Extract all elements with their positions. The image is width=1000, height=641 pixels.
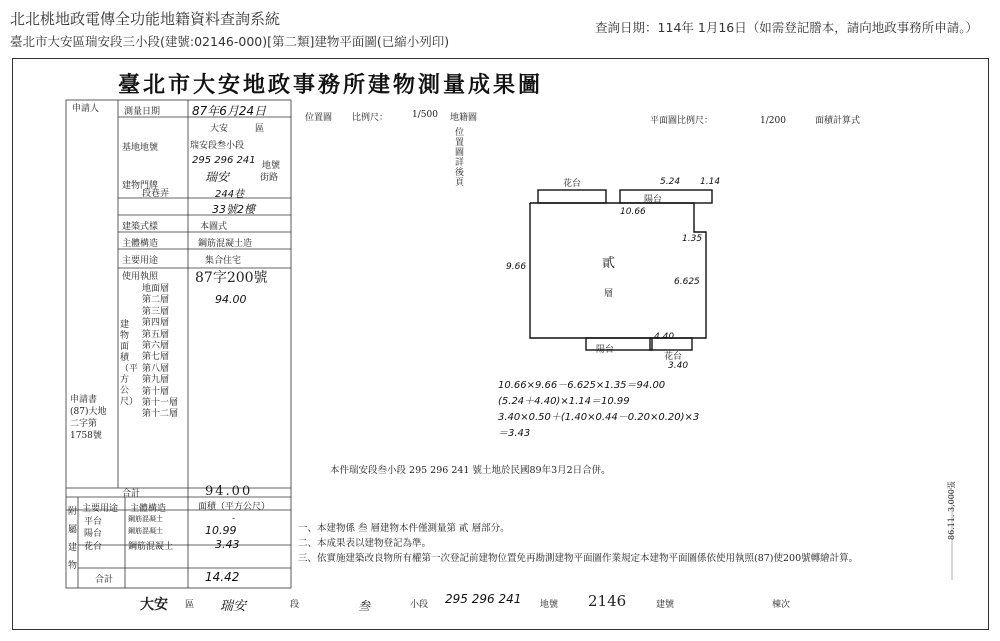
total-area: 94.00 — [205, 484, 253, 499]
plan-flower-bottom: 花台 — [664, 352, 683, 362]
footer-building-unit: 建號 — [656, 600, 675, 610]
floors-label: 建物面積（平方公尺） — [120, 320, 139, 407]
annex-area-1: - — [232, 514, 236, 524]
annex-struct-3: 鋼筋混凝土 — [128, 542, 174, 552]
section: 瑞安段叁小段 — [190, 141, 245, 151]
print-stamp: 86.11. 3,000張 — [947, 481, 956, 540]
footer-section-unit: 段 — [290, 600, 300, 610]
dim-bottom-balcony: 4.40 — [654, 332, 675, 342]
floor-11: 第十一層 — [142, 398, 179, 409]
calc-line-1: 10.66×9.66－6.625×1.35＝94.00 — [498, 380, 666, 391]
annex-header-use: 主要用途 — [82, 504, 119, 514]
footer-subsection-unit: 小段 — [410, 600, 429, 610]
floor-12: 第十二層 — [142, 409, 179, 420]
floor-1: 地面層 — [142, 284, 170, 294]
notes — [298, 521, 908, 566]
annex-total: 14.42 — [205, 570, 240, 584]
floor-2: 第二層 — [142, 295, 170, 306]
area-calc-label: 面積計算式 — [815, 116, 861, 126]
footer-building-no: 2146 — [588, 592, 627, 610]
footer-subsection: 叁 — [358, 599, 371, 613]
note-2: 二、本成果表以建物登記為準。 — [298, 538, 432, 549]
lot-suffix: 地號 — [262, 161, 281, 171]
calc-line-3: 3.40×0.50＋(1.40×0.44－0.20×0.20)×3 — [498, 412, 700, 423]
survey-date: 87年6月24日 — [192, 104, 267, 118]
main-use-label: 主要用途 — [122, 256, 159, 266]
plan-flower-top: 花台 — [563, 179, 582, 189]
main-structure: 鋼筋混凝土造 — [198, 239, 253, 249]
dim-left: 9.66 — [506, 262, 527, 272]
door-number: 33號2樓 — [212, 203, 255, 216]
system-title: 北北桃地政電傳全功能地籍資料查詢系統 — [10, 10, 281, 28]
footer-lot-unit: 地號 — [540, 600, 559, 610]
document-subtitle: 臺北市大安區瑞安段三小段(建號:02146-000)[第二類]建物平面圖(已縮小列印) — [10, 34, 450, 49]
structure-type-label: 建築式樣 — [122, 222, 159, 232]
plan-floor-label: 貳 — [602, 256, 616, 271]
lane-label: 段巷弄 — [142, 189, 170, 199]
footer-lots: 295 296 241 — [445, 592, 522, 606]
annex-total-label: 合計 — [95, 575, 114, 585]
annex-area-3: 3.43 — [215, 538, 240, 551]
location-note: 位置圖詳後頁 — [455, 128, 465, 188]
floor-plan-scale-label: 平面圖比例尺： — [650, 116, 714, 126]
footer-sheet-label: 棟次 — [772, 600, 791, 610]
cadastral-label: 地籍圖 — [450, 113, 478, 123]
dim-balcony-depth: 1.14 — [700, 177, 721, 187]
floor-10: 第十層 — [142, 386, 170, 397]
area-calculation — [498, 378, 699, 442]
merge-note: 本件瑞安段叁小段 295 296 241 號土地於民國89年3月2日合併。 — [330, 465, 611, 476]
district: 大安 — [210, 124, 229, 134]
footer-district: 大安 — [140, 597, 168, 613]
annex-struct-1: 鋼筋混凝土 — [128, 515, 163, 523]
dim-step: 1.35 — [682, 234, 703, 244]
annex-use-1: 平台 — [84, 517, 103, 527]
total-label: 合計 — [122, 489, 141, 499]
scale-plan: 1/200 — [760, 116, 786, 126]
footer-district-unit: 區 — [185, 600, 195, 610]
dim-right: 6.625 — [674, 277, 700, 287]
survey-date-label: 測量日期 — [124, 107, 161, 117]
calc-line-2: (5.24＋4.40)×1.14＝10.99 — [498, 396, 630, 407]
floor2-area: 94.00 — [215, 293, 247, 306]
annex-label: 附屬建物 — [68, 507, 78, 571]
note-3: 三、依實施建築改良物所有權第一次登記前建物位置免再勘測建物平面圖作業規定本建物平面圖係依使用執照(87)使200號轉繪計算。 — [298, 553, 859, 564]
annex-area-2: 10.99 — [205, 524, 237, 537]
applicant-label: 申請人 — [72, 104, 100, 114]
dim-bottom-flower: 3.40 — [668, 361, 689, 371]
door-label: 建物門牌 — [122, 181, 159, 191]
scale-label: 比例尺： — [352, 113, 389, 123]
district-unit: 區 — [255, 124, 265, 134]
plan-balcony-top: 陽台 — [644, 195, 663, 205]
street-unit: 街路 — [260, 173, 279, 183]
annex-use-3: 花台 — [84, 542, 103, 552]
floor-8: 第八層 — [142, 363, 170, 374]
footer-section: 瑞安 — [220, 599, 247, 614]
floor-6: 第六層 — [142, 341, 170, 352]
land-label: 基地地號 — [122, 143, 159, 153]
floor-4: 第四層 — [142, 318, 170, 329]
annex-use-2: 陽台 — [84, 529, 103, 539]
floor-3: 第三層 — [142, 306, 170, 317]
floor-9: 第九層 — [142, 375, 170, 386]
street: 瑞安 — [205, 170, 230, 184]
dim-top: 10.66 — [620, 207, 646, 217]
floor-5: 第五層 — [142, 329, 170, 340]
lane-value: 244巷 — [215, 189, 245, 200]
license: 87字200號 — [195, 270, 268, 286]
plan-balcony-bottom: 陽台 — [596, 345, 615, 355]
plan-floor-label2: 層 — [604, 289, 614, 299]
annex-struct-2: 鋼筋混凝土 — [128, 527, 163, 535]
annex-header-struct: 主體構造 — [130, 504, 167, 514]
dim-balcony-top: 5.24 — [660, 177, 681, 187]
note-1: 一、本建物係 叁 層建物本件僅測量第 貳 層部分。 — [298, 523, 510, 534]
lot-number: 295 296 241 — [192, 155, 256, 166]
main-structure-label: 主體構造 — [122, 239, 159, 249]
structure-type: 本圖式 — [200, 222, 228, 232]
calc-line-4: ＝3.43 — [498, 428, 531, 439]
location-map-label: 位置圖 — [305, 113, 333, 123]
main-use: 集合住宅 — [205, 256, 242, 266]
license-label: 使用執照 — [122, 272, 159, 282]
scale-location: 1/500 — [412, 110, 438, 120]
floor-7: 第七層 — [142, 352, 170, 363]
document-title: 臺北市大安地政事務所建物測量成果圖 — [118, 72, 544, 98]
applicant-note: 申請書(87)大地二字第1758號 — [70, 395, 107, 441]
query-date: 查詢日期：114年 1月16日（如需登記謄本，請向地政事務所申請。） — [595, 20, 978, 35]
floor-list — [142, 284, 178, 421]
annex-header-area: 面積（平方公尺） — [198, 502, 271, 512]
